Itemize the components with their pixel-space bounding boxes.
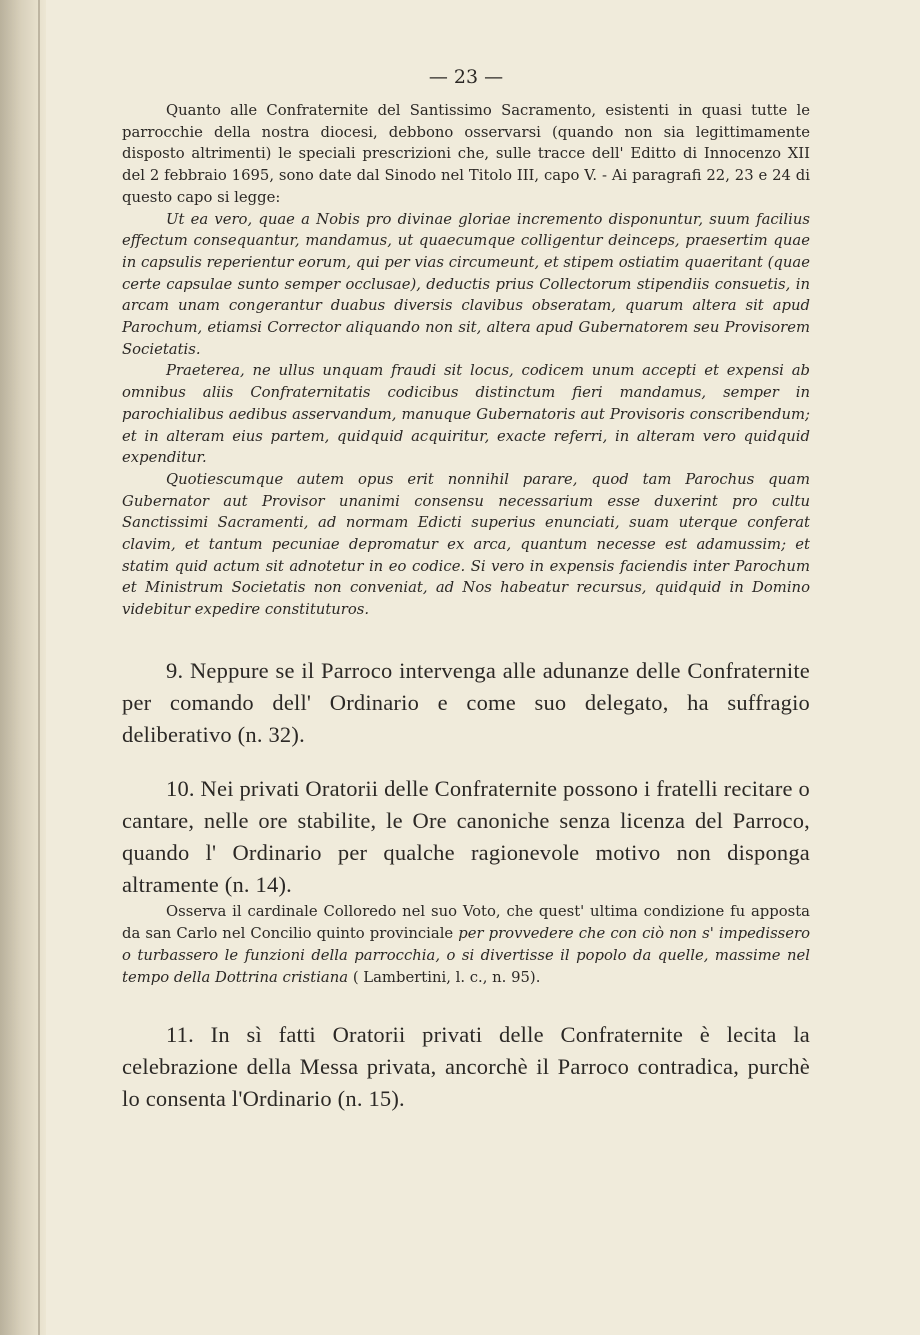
page-number: — 23 — bbox=[428, 66, 504, 88]
page-content bbox=[122, 66, 810, 1115]
latin-quote-paragraph: Ut ea vero, quae a Nobis pro divinae gloriae incremento disponuntur, suum facilius effectum consequantur, mandamus, ut quaecumque colligentur deinceps, praesertim quae in capsulis reperientur eorum, qui per vias circumeunt, et stipem ostiatim quaeritant (quae certe capsulae sunto semper occlusae), deductis prius Collectorum stipendiis consuetis, in arcam unam congerantur duabus diversis clavibus obseratam, quarum altera sit apud Parochum, etiamsi Corrector aliquando non sit, altera apud Gubernatorem seu Provisorem Societatis. bbox=[122, 210, 810, 358]
section-10-note bbox=[122, 901, 810, 989]
gutter-line bbox=[38, 0, 40, 1335]
note-text: Osserva il cardinale Colloredo nel suo Voto, che quest' ultima condizione fu apposta da san Carlo nel Concilio quinto provinciale bbox=[122, 902, 810, 942]
book-page bbox=[46, 0, 920, 1335]
intro-paragraph: Quanto alle Confraternite del Santissimo Sacramento, esistenti in quasi tutte le parrocchie della nostra diocesi, debbono osservarsi (quando non sia legittimamente disposto altrimenti) le speciali prescrizioni che, sulle tracce dell' Editto di Innocenzo XII del 2 febbraio 1695, sono date dal Sinodo nel Titolo III, capo V. - Ai paragrafi 22, 23 e 24 di questo capo si legge: bbox=[122, 102, 810, 206]
latin-quote-paragraph: Quotiescumque autem opus erit nonnihil parare, quod tam Parochus quam Gubernator aut Provisor unanimi consensu necessarium esse duxerint pro cultu Sanctissimi Sacramenti, ad normam Edicti superius enunciati, suam uterque conferat clavim, et tantum pecuniae depromatur ex arca, quantum necesse est adamussim; et statim quid actum sit adnotetur in eo codice. Si vero in expensis faciendis inter Parochum et Ministrum Societatis non conveniat, ad Nos habeatur recursus, quidquid in Domino videbitur expedire constituturos. bbox=[122, 470, 810, 619]
section-11-paragraph: 11. In sì fatti Oratorii privati delle Confraternite è lecita la celebrazione della Messa privata, ancorchè il Parroco contradica, purchè lo consenta l'Ordinario (n. 15). bbox=[122, 1021, 810, 1111]
note-citation: ( Lambertini, l. c., n. 95). bbox=[348, 968, 541, 986]
latin-quote-paragraph: Praeterea, ne ullus unquam fraudi sit locus, codicem unum accepti et expensi ab omnibus aliis Confraternitatis codicibus distinctum fieri mandamus, semper in parochialibus aedibus asservandum, manuque Gubernatoris aut Provisoris conscribendum; et in alteram eius partem, quidquid acquiritur, exacte referri, in alteram vero quidquid expenditur. bbox=[122, 362, 810, 467]
note-italic-quote: per provvedere che con ciò non s' impedissero o turbassero le funzioni della parrocchia, o si divertisse il popolo da quelle, massime nel tempo della Dottrina cristiana bbox=[122, 924, 810, 986]
section-9-paragraph: 9. Neppure se il Parroco intervenga alle adunanze delle Confraternite per comando dell' Ordinario e come suo delegato, ha suffragio deliberativo (n. 32). bbox=[122, 657, 810, 747]
section-10-paragraph: 10. Nei privati Oratorii delle Confraternite possono i fratelli recitare o cantare, nelle ore stabilite, le Ore canoniche senza licenza del Parroco, quando l' Ordinario per qualche ragionevole motivo non disponga altramente (n. 14). bbox=[122, 775, 810, 897]
